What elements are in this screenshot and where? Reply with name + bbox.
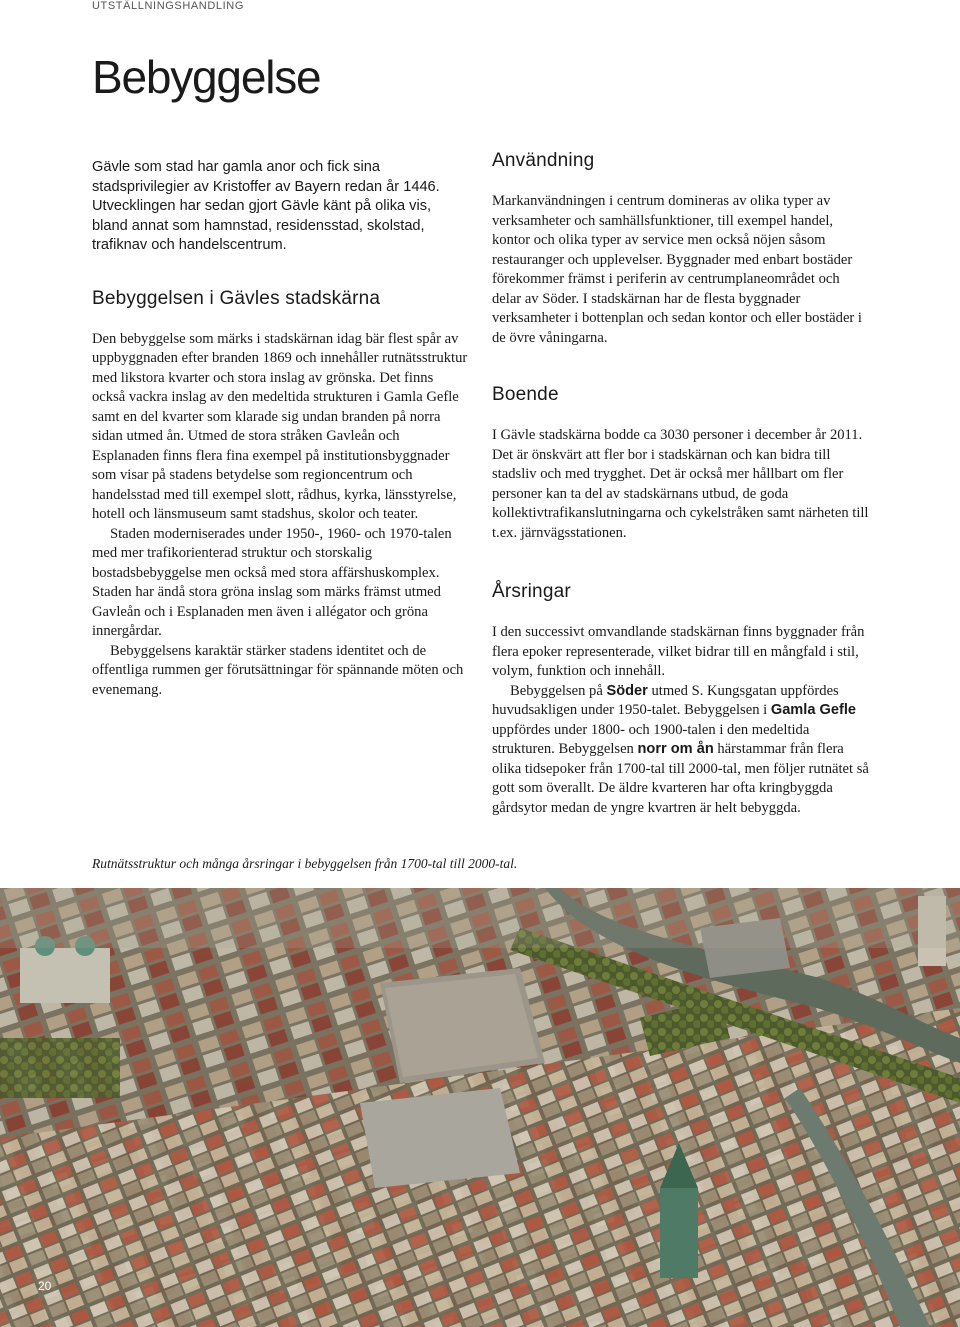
left-column <box>92 158 470 700</box>
emphasis-gamla-gefle: Gamla Gefle <box>770 702 857 718</box>
paragraph-boende: I Gävle stadskärna bodde ca 3030 personer i december år 2011. Det är önskvärt att fler bor i stadskärnan och kan bidra till stadsliv och med trygghet. Det är också mer hållbart om fler personer kan ta del av stadskärnans utbud, de goda kollektivtrafikanslutningarna och cykelstråken samt närheten till t.ex. järnvägsstationen. <box>492 427 869 541</box>
paragraph-stadskarna-1: Den bebyggelse som märks i stadskärnan idag bär flest spår av uppbyggnaden efter branden 1869 och innehåller rutnätsstruktur med likstora kvarter och stora inslag av grönska. Det finns också vackra inslag av den medeltida strukturen i Gamla Gefle samt en del kvarter som klarade sig undan branden på norra sidan utmed ån. Utmed de stora stråken Gavleån och Esplanaden finns flera fina exempel på institutionsbyggnader som visar på stadens betydelse som regioncentrum och handelsstad med till exempel slott, rådhus, kyrka, länsstyrelse, hotell och länsmuseum samt stadshus, skolor och teater. <box>92 330 468 522</box>
paragraph-anvandning: Markanvändningen i centrum domineras av olika typer av verksamheter och samhällsfunktioner, till exempel handel, kontor och olika typer av service men också nöjen såsom restauranger och upplevelser. Byggnader med enbart bostäder förekommer främst i periferin av centrumplaneområdet och delar av Söder. I stadskärnan har de flesta byggnader verksamheter i bottenplan och sedan kontor och eller bostäder i de övre våningarna. <box>492 193 862 346</box>
heading-boende: Boende <box>492 384 559 405</box>
emphasis-norr-om-an: norr om ån <box>637 741 714 757</box>
paragraph-stadskarna-3: Bebyggelsens karaktär stärker stadens identitet och de offentliga rummen ger förutsättningar för spännande möten och evenemang. <box>92 642 464 698</box>
aerial-photo-illustration <box>0 888 960 1327</box>
right-column <box>492 150 870 818</box>
page-title: Bebyggelse <box>92 51 321 103</box>
text-run: härstammar från flera olika tidsepoker från 1700-tal till 2000-tal, men följer rutnätet så gott som överallt. De äldre kvarteren har ofta kringbyggda gårdsytor medan de yngre kvartren är helt bebyggda. <box>492 741 869 816</box>
aerial-city-photo <box>0 888 960 1327</box>
intro-paragraph: Gävle som stad har gamla anor och fick sina stadsprivilegier av Kristoffer av Bayern redan år 1446. Utvecklingen har sedan gjort Gävle känt på olika vis, bland annat som hamnstad, residensstad, skolstad, trafiknav och handelscentrum. <box>92 159 440 253</box>
heading-anvandning: Användning <box>492 150 595 171</box>
paragraph-arsringar-1: I den successivt omvandlande stadskärnan finns byggnader från flera epoker representerade, vilket bidrar till en mångfald i stil, volym, funktion och innehåll. <box>492 624 865 679</box>
page-number: 20 <box>38 1279 52 1293</box>
section-label: UTSTÄLLNINGSHANDLING <box>92 0 244 12</box>
heading-arsringar: Årsringar <box>492 581 571 602</box>
text-run: Bebyggelsen på <box>510 682 607 699</box>
paragraph-stadskarna-2: Staden moderniserades under 1950-, 1960- och 1970-talen med mer trafikorienterad struktur och storskalig bostadsbebyggelse men också med stora affärshuskomplex. Staden har ändå stora gröna inslag som märks främst utmed Gavleån och i Esplanaden men även i allégator och gröna innergårdar. <box>92 525 452 639</box>
photo-caption: Rutnätsstruktur och många årsringar i bebyggelsen från 1700-tal till 2000-tal. <box>92 856 518 871</box>
emphasis-soder: Söder <box>606 682 648 699</box>
text-run: utmed S. Kungsgatan uppfördes huvudsakligen under 1950-talet. Bebyggelsen i <box>492 682 839 718</box>
text-run: uppfördes under 1800- och 1900-talen i den medeltida strukturen. Bebyggelsen <box>492 721 810 757</box>
heading-stadskarna: Bebyggelsen i Gävles stadskärna <box>92 287 381 309</box>
paragraph-arsringar-2 <box>492 682 870 819</box>
